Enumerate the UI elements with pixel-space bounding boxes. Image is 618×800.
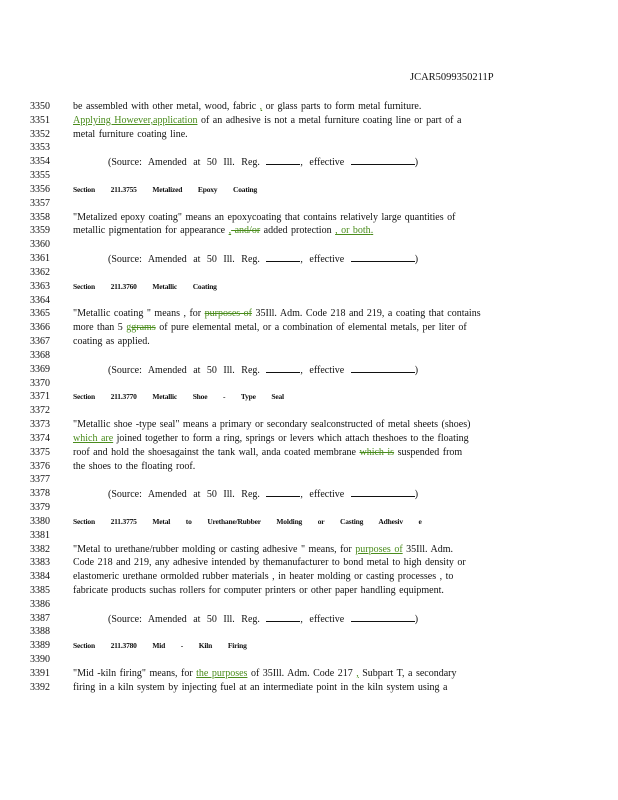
line-number: 3357 xyxy=(30,197,50,209)
line-number: 3356 xyxy=(30,183,50,195)
section-heading: Section 211.3770 Metallic Shoe - Type Seal xyxy=(73,392,284,402)
line-number: 3363 xyxy=(30,280,50,292)
line-number: 3369 xyxy=(30,363,50,375)
line xyxy=(0,335,618,349)
line xyxy=(0,349,618,363)
line xyxy=(0,584,618,598)
line-text: "Metallic shoe -type seal" means a primary or secondary sealconstructed of metal sheets (shoes) xyxy=(73,419,471,431)
line-number: 3384 xyxy=(30,571,50,583)
line xyxy=(0,169,618,183)
line-number: 3382 xyxy=(30,543,50,555)
line-number: 3352 xyxy=(30,128,50,140)
line xyxy=(0,681,618,695)
line-number: 3351 xyxy=(30,114,50,126)
line xyxy=(0,155,618,169)
section-heading: Section 211.3780 Mid - Kiln Firing xyxy=(73,641,247,651)
line-number: 3370 xyxy=(30,377,50,389)
line-text: which are joined together to form a ring, springs or levers which attach theshoes to the floating xyxy=(73,432,469,444)
line xyxy=(0,570,618,584)
document-body xyxy=(0,100,618,695)
line-text: fabricate products suchas rollers for computer printers or other paper handling equipment. xyxy=(73,584,444,596)
line xyxy=(0,653,618,667)
line-text: "Metallic coating " means , for purposes of 35Ill. Adm. Code 218 and 219, a coating that contains xyxy=(73,308,481,320)
line-number: 3360 xyxy=(30,239,50,251)
line xyxy=(0,667,618,681)
line xyxy=(0,446,618,460)
line xyxy=(0,598,618,612)
line-text: Code 218 and 219, any adhesive intended by themanufacturer to bond metal to high density or xyxy=(73,557,466,569)
line-number: 3368 xyxy=(30,349,50,361)
document-id: JCAR5099350211P xyxy=(410,72,494,83)
line xyxy=(0,377,618,391)
line-number: 3392 xyxy=(30,681,50,693)
line-number: 3390 xyxy=(30,654,50,666)
line-number: 3373 xyxy=(30,419,50,431)
line-number: 3367 xyxy=(30,336,50,348)
line-number: 3375 xyxy=(30,446,50,458)
section-heading: Section 211.3775 Metal to Urethane/Rubber Molding or Casting Adhesiv e xyxy=(73,516,422,526)
source-note: (Source: Amended at 50 Ill. Reg. , effective ) xyxy=(108,489,419,501)
line xyxy=(0,639,618,653)
line-number: 3387 xyxy=(30,612,50,624)
line xyxy=(0,487,618,501)
line-text: be assembled with other metal, wood, fabric , or glass parts to form metal furniture. xyxy=(73,101,422,112)
line-number: 3366 xyxy=(30,322,50,334)
line-text: "Metal to urethane/rubber molding or casting adhesive " means, for purposes of 35Ill. Adm. xyxy=(73,543,453,555)
line xyxy=(0,183,618,197)
line-text: metallic pigmentation for appearance , and/or added protection , or both. xyxy=(73,225,374,237)
source-note: (Source: Amended at 50 Ill. Reg. , effective ) xyxy=(108,613,419,625)
line xyxy=(0,625,618,639)
line-number: 3355 xyxy=(30,170,50,182)
line-number: 3383 xyxy=(30,557,50,569)
line-number: 3361 xyxy=(30,253,50,265)
line-number: 3391 xyxy=(30,667,50,679)
line-text: "Mid -kiln firing" means, for the purposes of 35Ill. Adm. Code 217 , Subpart T, a secondary xyxy=(73,667,457,679)
line xyxy=(0,543,618,557)
line-number: 3380 xyxy=(30,515,50,527)
line xyxy=(0,515,618,529)
line xyxy=(0,473,618,487)
line-number: 3358 xyxy=(30,211,50,223)
line xyxy=(0,238,618,252)
line xyxy=(0,280,618,294)
line-number: 3386 xyxy=(30,598,50,610)
line-number: 3388 xyxy=(30,626,50,638)
section-heading: Section 211.3755 Metalized Epoxy Coating xyxy=(73,184,258,194)
line xyxy=(0,114,618,128)
line xyxy=(0,501,618,515)
line-number: 3379 xyxy=(30,502,50,514)
section-heading: Section 211.3760 Metallic Coating xyxy=(73,281,217,291)
source-note: (Source: Amended at 50 Ill. Reg. , effective ) xyxy=(108,254,419,266)
line xyxy=(0,418,618,432)
line xyxy=(0,432,618,446)
line xyxy=(0,556,618,570)
line-number: 3378 xyxy=(30,488,50,500)
source-note: (Source: Amended at 50 Ill. Reg. , effective ) xyxy=(108,157,419,169)
line-number: 3381 xyxy=(30,529,50,541)
line-number: 3372 xyxy=(30,405,50,417)
line-number: 3350 xyxy=(30,101,50,112)
line xyxy=(0,321,618,335)
line-number: 3365 xyxy=(30,308,50,320)
line xyxy=(0,390,618,404)
line-number: 3354 xyxy=(30,156,50,168)
line xyxy=(0,529,618,543)
line xyxy=(0,363,618,377)
line-text: "Metalized epoxy coating" means an epoxycoating that contains relatively large quantities of xyxy=(73,211,456,223)
line-number: 3353 xyxy=(30,142,50,154)
line-number: 3374 xyxy=(30,432,50,444)
line-number: 3377 xyxy=(30,474,50,486)
line-text: roof and hold the shoesagainst the tank wall, anda coated membrane which is suspended from xyxy=(73,446,463,458)
line xyxy=(0,224,618,238)
line-text: elastomeric urethane ormolded rubber materials , in heater molding or casting processes , to xyxy=(73,571,454,583)
line xyxy=(0,100,618,114)
line xyxy=(0,307,618,321)
source-note: (Source: Amended at 50 Ill. Reg. , effective ) xyxy=(108,364,419,376)
line xyxy=(0,404,618,418)
line-number: 3385 xyxy=(30,584,50,596)
line xyxy=(0,211,618,225)
line-number: 3371 xyxy=(30,391,50,403)
line-text: the shoes to the floating roof. xyxy=(73,460,196,472)
line-number: 3359 xyxy=(30,225,50,237)
line-text: Applying However,application of an adhesive is not a metal furniture coating line or part of a xyxy=(73,114,462,126)
line-text: more than 5 ggrams of pure elemental metal, or a combination of elemental metals, per liter of xyxy=(73,322,467,334)
line xyxy=(0,612,618,626)
line-number: 3362 xyxy=(30,266,50,278)
line xyxy=(0,128,618,142)
line xyxy=(0,266,618,280)
line-text: coating as applied. xyxy=(73,336,150,348)
line-text: firing in a kiln system by injecting fuel at an intermediate point in the kiln system using a xyxy=(73,681,448,693)
line-text: metal furniture coating line. xyxy=(73,128,188,140)
line xyxy=(0,197,618,211)
line xyxy=(0,460,618,474)
line-number: 3364 xyxy=(30,294,50,306)
line xyxy=(0,252,618,266)
line-number: 3389 xyxy=(30,640,50,652)
line xyxy=(0,294,618,308)
line xyxy=(0,141,618,155)
line-number: 3376 xyxy=(30,460,50,472)
